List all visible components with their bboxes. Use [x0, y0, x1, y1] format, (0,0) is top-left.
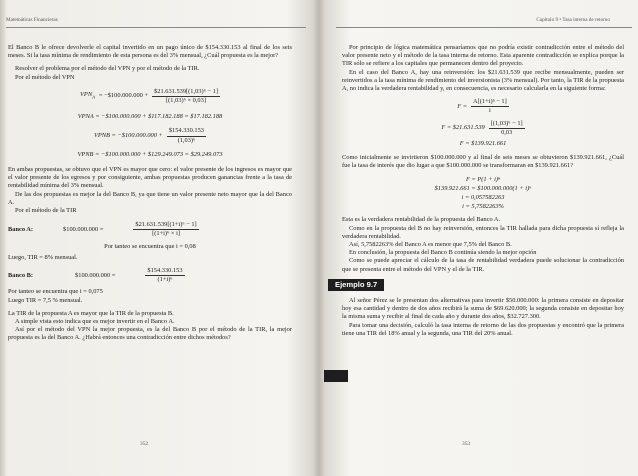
equation-tir-b — [8, 267, 292, 284]
right-page — [322, 0, 638, 476]
running-head-left: Matemáticas Financieras — [6, 17, 58, 23]
vpn-b-lhs: VPNB = −$100.000.000 + — [93, 132, 163, 140]
equation-e4: i = 5,7582263% — [462, 203, 504, 211]
tir-b-denominator: (1+i)⁶ — [157, 276, 173, 284]
paragraph: Por el método del VPN — [15, 73, 75, 81]
page-number-left: 352 — [140, 441, 149, 447]
left-text-column — [8, 44, 292, 343]
paragraph: De las dos propuestas es mejor la del Banco B, ya que tiene un valor presente neto mayor que la del Banco A. — [8, 190, 292, 206]
right-text-column — [335, 44, 624, 338]
vpn-a-sub: A — [92, 94, 95, 100]
paragraph: Para tomar una decisión, calculó la tasa interna de retorno de las dos propuestas y encontró que la primera tiene una TIR del 18% anual y la segunda, una TIR del 20% anual. — [342, 321, 624, 337]
label-banco-a: Banco A: — [8, 225, 34, 233]
header-rule-left — [6, 27, 306, 28]
vpn-b-fraction — [167, 127, 206, 144]
vpn-a-result: VPNA = −$100.000.000 + $117.182.188 = $17.182.188 — [77, 113, 223, 121]
equation-vpn-a — [8, 88, 292, 105]
tir-a-lhs: $100.000.000 = — [63, 225, 104, 233]
vpn-a-fraction — [152, 88, 220, 105]
equation-vpn-b — [8, 127, 292, 144]
paragraph: A simple vista esto indica que es mejor invertir en el Banco A. — [15, 318, 175, 326]
paragraph: Como en la propuesta del B no hay reinversión, entonces la TIR hallada para dicha propuesta sí refleja la verdadera rentabilidad. — [342, 224, 624, 240]
f2-fraction — [489, 120, 525, 137]
paragraph: En ambas propuestas, se obtuvo que el VPN es mayor que cero: el valor presente de los ingresos es mayor que el valor presente de los egresos y por consiguiente, ambas propuestas producen ganancias frente a la tasa de rentabilidad mínima del 3% mensual. — [8, 166, 292, 190]
vpn-a-denominator: [(1,03)⁶ × 0,03] — [166, 97, 206, 105]
f1-lhs: F = — [457, 102, 468, 110]
vpn-a-numerator: $21.631.539[(1,03)⁶ − 1] — [152, 88, 220, 97]
equation-f2 — [342, 120, 624, 137]
paragraph: Así, 5,7582263% del Banco A es menor que 7,5% del Banco B. — [349, 241, 512, 249]
running-head-right: Capítulo 9 • Tasa interna de retorno — [536, 17, 610, 23]
vpn-a-rhs: = −$100.000.000 + — [98, 92, 149, 100]
vpn-b-result: VPNB = −$100.000.000 + $129.249.073 = $29.249.073 — [77, 150, 223, 158]
paragraph: Resolver el problema por el método del VPN y por el método de la TIR. — [15, 65, 200, 73]
thumb-tab-marker — [324, 370, 348, 382]
tir-a-denominator: [(1+i)⁶ × i] — [152, 230, 180, 238]
paragraph: Al señor Pérez se le presentan dos alternativas para invertir $50.000.000: la primera consiste en depositar hoy esa cantidad y dentro de dos años recibirá la suma de $69.620.000; la segunda consiste en depositar hoy la misma suma y recibir al final de cada año y durante dos años, $32.727.300. — [342, 297, 624, 321]
paragraph: Por principio de lógica matemática pensaríamos que no podría existir contradicción entre el método del valor presente neto y el método de la tasa interna de retorno. Esta aparente contradicción se explica porque la TIR sólo se refiere a los capitales que permanecen dentro del proyecto. — [342, 44, 624, 68]
paragraph: Como inicialmente se invirtieron $100.000.000 y al final de seis meses se obtuvieron $139.921.661, ¿Cuál fue la tasa de interés que dio lugar a que $100.000.000 se transformaran en $139.921.661? — [342, 154, 624, 170]
f2-numerator: [(1,03)⁶ − 1] — [489, 120, 525, 129]
equation-f1 — [342, 98, 624, 115]
tir-a-numerator: $21.631.539[(1+i)⁶ − 1] — [133, 221, 198, 230]
tanteo-a: Por tanteo se encuentra que i = 0,08 — [104, 242, 196, 250]
paragraph: Por el método de la TIR — [15, 207, 77, 215]
luego-b: Luego TIR = 7,5 % mensual. — [8, 296, 83, 304]
tir-b-fraction — [145, 267, 184, 284]
f1-numerator: A[(1+i)ⁿ − 1] — [471, 98, 509, 107]
f1-fraction — [471, 98, 509, 115]
paragraph: El Banco B le ofrece devolverle el capital invertido en un pago único de $154.330.153 al final de los seis meses. Si la tasa mínima de rendimiento de esta persona es del 3% mensual, ¿Cuál propuesta es la mejor? — [8, 44, 292, 60]
page-number-right: 353 — [462, 441, 471, 447]
paragraph: Esta es la verdadera rentabilidad de la propuesta del Banco A. — [342, 216, 501, 224]
tir-a-fraction — [133, 221, 198, 238]
example-heading: Ejemplo 9.7 — [328, 279, 384, 291]
tir-b-lhs: $100.000.000 = — [75, 271, 116, 279]
equation-e3: i = 0,057582263 — [461, 194, 505, 202]
left-page — [0, 0, 314, 476]
vpn-b-numerator: $154.330.153 — [167, 127, 206, 136]
equation-e2: $139.921.661 = $100.000.000(1 + i)⁶ — [434, 184, 532, 192]
paragraph: La TIR de la propuesta A es mayor que la TIR de la propuesta B. — [8, 309, 174, 317]
header-rule-right — [336, 27, 632, 28]
vpn-b-denominator: (1,03)⁶ — [177, 136, 196, 144]
f2-lhs: F = $21.631.539 — [441, 124, 485, 132]
f2-denominator: 0,03 — [501, 128, 513, 136]
equation-tir-a — [8, 221, 292, 238]
paragraph: Como se puede apreciar el cálculo de la tasa de rentabilidad verdadera puede solucionar la contradicción que se presenta entre el método del VPN y el de la TIR. — [342, 257, 624, 273]
label-banco-b: Banco B: — [8, 271, 34, 279]
f1-denominator: i — [489, 107, 491, 115]
luego-a: Luego, TIR = 8% mensual. — [8, 253, 78, 261]
tanteo-b: Por tanteo se encuentra que i = 0,075 — [8, 288, 103, 296]
paragraph: En el caso del Banco A, hay una reinversión: los $21.631.539 que recibe mensualmente, pueden ser reinvertidos a la tasa mínima de rendimiento del inversionista (3% mensual). Por tanto, la TIR de la propuesta A, no indica la verdadera rentabilidad y, en consecuencia, es necesario calcularla en la siguiente forma: — [342, 68, 624, 93]
paragraph: En conclusión, la propuesta del Banco B continúa siendo la mejor opción — [349, 249, 537, 257]
vpn-a-lhs: VPN — [80, 91, 93, 99]
tir-b-numerator: $154.330.153 — [145, 267, 184, 276]
paragraph: Así por el método del VPN la mejor propuesta, es la del Banco B por el método de la TIR, la mejor propuesta es la del Banco A. ¿Habrá entonces una contradicción entre dichos métodos? — [8, 326, 292, 342]
equation-e1: F = P(1 + i)ⁿ — [465, 175, 501, 183]
equation-f3: F = $139.921.661 — [459, 140, 507, 148]
